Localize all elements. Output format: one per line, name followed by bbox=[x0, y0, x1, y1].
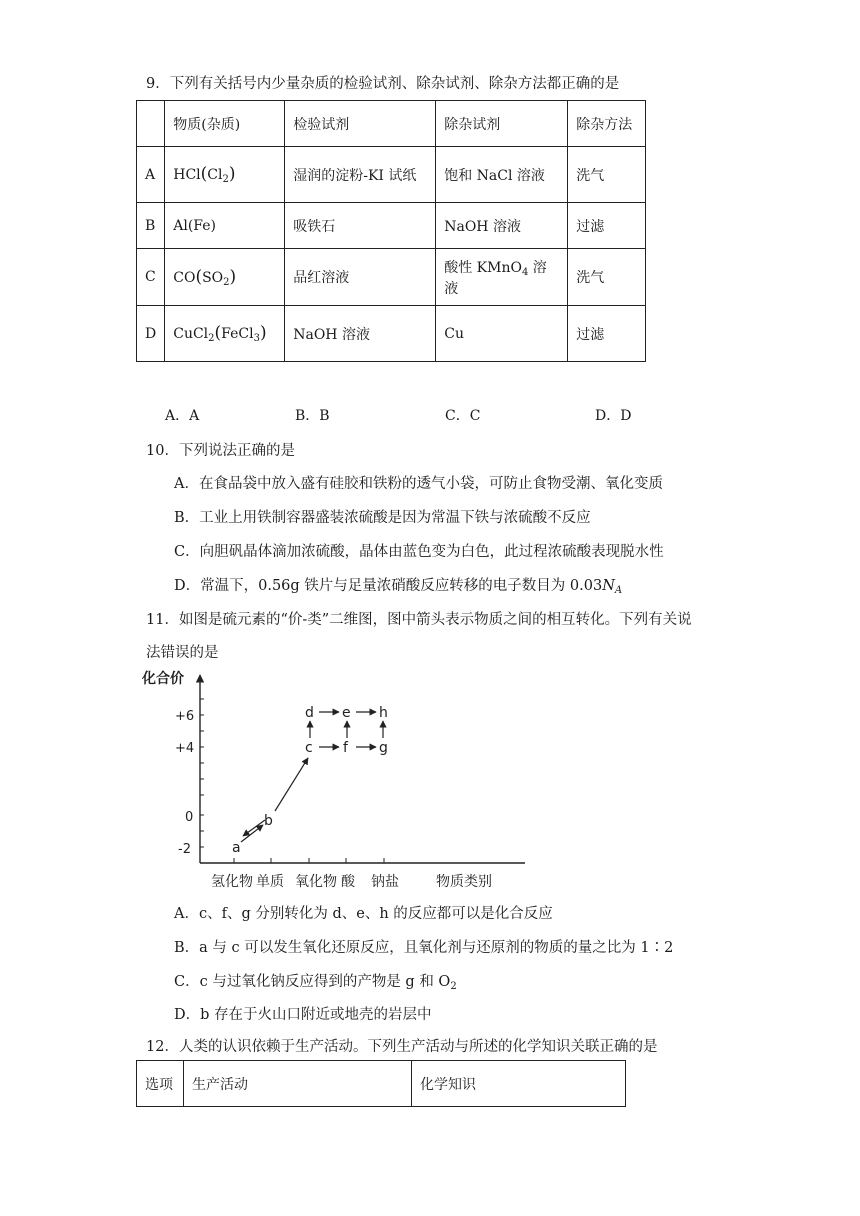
question-11-title-line1: 11．如图是硫元素的“价-类”二维图，图中箭头表示物质之间的相互转化。下列有关说 bbox=[146, 612, 692, 628]
row-reagent: 酸性 KMnO$_4$ 溶液 bbox=[436, 249, 568, 306]
question-10-title: 10．下列说法正确的是 bbox=[146, 443, 295, 459]
q10-option-c[interactable]: C．向胆矾晶体滴加浓硫酸，晶体由蓝色变为白色，此过程浓硫酸表现脱水性 bbox=[174, 544, 664, 560]
row-label: C bbox=[137, 249, 165, 306]
q11-option-d[interactable]: D．b 存在于火山口附近或地壳的岩层中 bbox=[174, 1007, 432, 1023]
q11-option-b[interactable]: B．a 与 c 可以发生氧化还原反应，且氧化剂与还原剂的物质的量之比为 1∶2 bbox=[174, 940, 674, 956]
table-row bbox=[137, 249, 646, 306]
row-reagent: 饱和 NaCl 溶液 bbox=[436, 147, 568, 203]
q11-option-c[interactable]: C．c 与过氧化钠反应得到的产物是 g 和 $O_2$ bbox=[174, 974, 457, 992]
row-reagent: Cu bbox=[436, 306, 568, 362]
arrow-a-to-b bbox=[241, 825, 263, 842]
table-row bbox=[137, 147, 646, 203]
x-category-label: 氧化物 bbox=[295, 874, 337, 890]
row-test: 品红溶液 bbox=[285, 249, 436, 306]
header-cell-method: 除杂方法 bbox=[568, 101, 646, 147]
arrow-b-to-a bbox=[243, 820, 265, 836]
header-cell-test: 检验试剂 bbox=[285, 101, 436, 147]
sulfur-valence-category-diagram bbox=[140, 665, 540, 895]
choice-b[interactable]: B．B bbox=[295, 408, 330, 424]
row-substance: CuCl$_2$(FeCl$_3$) bbox=[165, 306, 285, 362]
row-substance: Al(Fe) bbox=[165, 203, 285, 249]
point-g: g bbox=[379, 740, 388, 756]
table-row bbox=[137, 306, 646, 362]
row-test: 湿润的淀粉-KI 试纸 bbox=[285, 147, 436, 203]
q11-option-a[interactable]: A．c、f、g 分别转化为 d、e、h 的反应都可以是化合反应 bbox=[174, 906, 553, 922]
x-category-label: 酸 bbox=[341, 874, 355, 890]
q10-option-a[interactable]: A．在食品袋中放入盛有硅胶和铁粉的透气小袋，可防止食物受潮、氧化变质 bbox=[174, 476, 663, 492]
question-9-table bbox=[136, 100, 646, 362]
q10-option-b[interactable]: B．工业上用铁制容器盛装浓硫酸是因为常温下铁与浓硫酸不反应 bbox=[174, 510, 591, 526]
point-c: c bbox=[305, 740, 313, 756]
x-category-label: 氢化物 bbox=[211, 874, 253, 890]
row-test: 吸铁石 bbox=[285, 203, 436, 249]
row-method: 过滤 bbox=[568, 203, 646, 249]
row-substance: $CO(SO_2)$ bbox=[165, 249, 285, 306]
choice-d[interactable]: D．D bbox=[595, 408, 632, 424]
point-b: b bbox=[264, 813, 273, 829]
q10-option-d[interactable]: D．常温下，0.56g 铁片与足量浓硝酸反应转移的电子数目为 $0.03N_A$ bbox=[174, 578, 623, 596]
table-header-row bbox=[137, 1061, 626, 1107]
row-method: 洗气 bbox=[568, 249, 646, 306]
row-substance: $HCl(Cl_2)$ bbox=[165, 147, 285, 203]
table-header-row bbox=[137, 101, 646, 147]
question-9-title: 9．下列有关括号内少量杂质的检验试剂、除杂试剂、除杂方法都正确的是 bbox=[146, 76, 620, 92]
y-tick-label: +4 bbox=[175, 741, 195, 756]
header-cell-label bbox=[137, 101, 165, 147]
header-cell-option: 选项 bbox=[137, 1061, 184, 1107]
header-cell-activity: 生产活动 bbox=[184, 1061, 412, 1107]
y-axis-title: 化合价 bbox=[142, 671, 184, 687]
x-axis-title: 物质类别 bbox=[436, 874, 492, 890]
point-e: e bbox=[342, 705, 351, 721]
header-cell-substance: 物质(杂质) bbox=[165, 101, 285, 147]
row-label: A bbox=[137, 147, 165, 203]
point-d: d bbox=[305, 705, 314, 721]
y-tick-label: -2 bbox=[178, 842, 191, 857]
y-tick-label: +6 bbox=[175, 709, 195, 724]
point-a: a bbox=[232, 840, 241, 856]
row-label: D bbox=[137, 306, 165, 362]
row-method: 过滤 bbox=[568, 306, 646, 362]
header-cell-reagent: 除杂试剂 bbox=[436, 101, 568, 147]
point-h: h bbox=[379, 705, 388, 721]
x-category-label: 单质 bbox=[256, 874, 284, 890]
row-method: 洗气 bbox=[568, 147, 646, 203]
row-label: B bbox=[137, 203, 165, 249]
arrow-b-to-c bbox=[275, 758, 308, 811]
row-test: NaOH 溶液 bbox=[285, 306, 436, 362]
choice-c[interactable]: C．C bbox=[445, 408, 481, 424]
header-cell-knowledge: 化学知识 bbox=[412, 1061, 626, 1107]
point-f: f bbox=[343, 740, 348, 756]
question-12-title: 12．人类的认识依赖于生产活动。下列生产活动与所述的化学知识关联正确的是 bbox=[146, 1039, 658, 1055]
choice-a[interactable]: A．A bbox=[165, 408, 200, 424]
question-12-table bbox=[136, 1060, 626, 1107]
question-11-title-line2: 法错误的是 bbox=[146, 645, 219, 661]
row-reagent: NaOH 溶液 bbox=[436, 203, 568, 249]
table-row bbox=[137, 203, 646, 249]
x-category-label: 钠盐 bbox=[371, 874, 399, 890]
y-tick-label: 0 bbox=[185, 810, 194, 825]
